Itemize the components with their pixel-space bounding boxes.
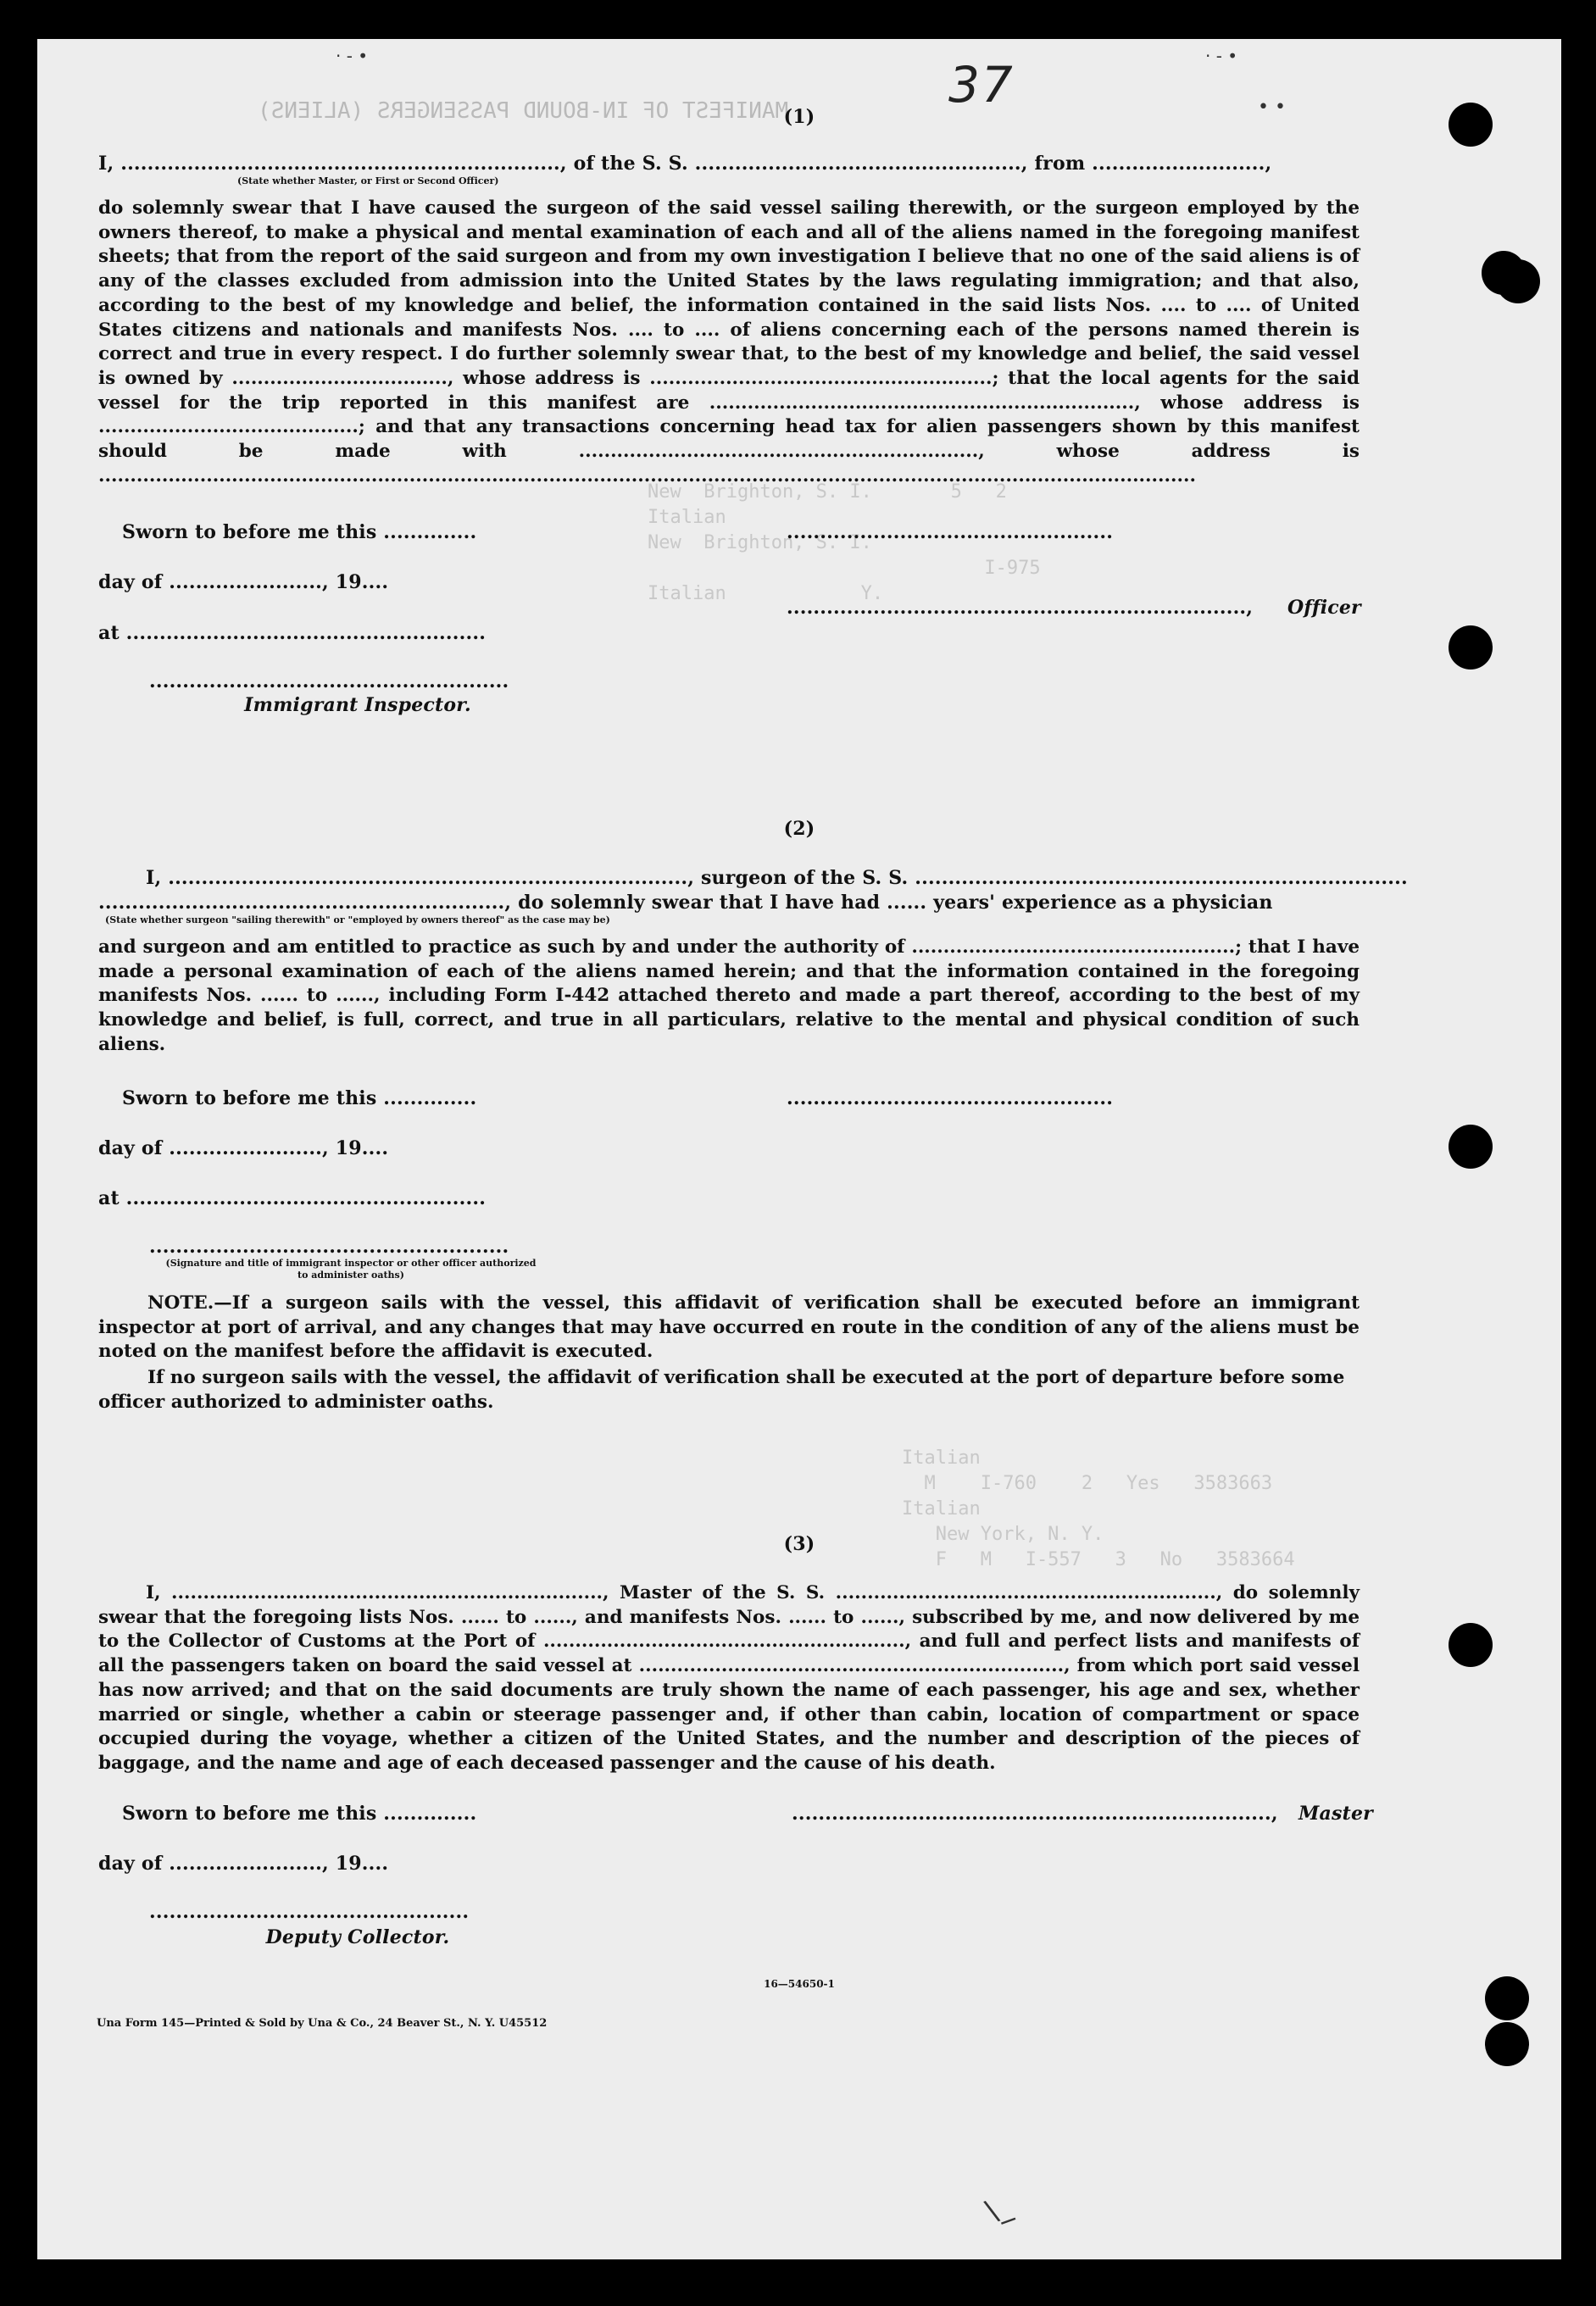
stray-mark: \_ (982, 2188, 1016, 2229)
printer-line: Una Form 145—Printed & Sold by Una & Co., 24 Beaver St., N. Y. U45512 (97, 2017, 548, 2030)
section-3-master-label: Master (1298, 1803, 1373, 1825)
section-1-paragraph: do solemnly swear that I have caused the surgeon of the said vessel sailing therewith, or the surgeon employed by the owners thereof, to make a physical and mental examination of each and all of the aliens named in the foregoing manifest sheets; that from the report of the said surgeon and from my own investigation I believe that no one of the said aliens is of any of the classes excluded from admission into the United States by the laws regulating immigration; and that also, according to the best of my knowledge and belief, the information contained in the said lists Nos. .... to .... of United States citizens and nationals and manifests Nos. .... to .... of aliens concerning each of the persons named therein is correct and true in every respect. I do further solemnly swear that, to the best of my knowledge and belief, the said vessel is owned by .................................., whose address is ......................................................; that the local agents for the said vessel for the trip reported in this manifest are ..................................................................., whose address is .........................................; and that any transactions concerning head tax for alien passengers shown by this manifest should be made with ..............................................................., whose address is ............................................................................................................................................................................. (98, 197, 1360, 486)
section-2-number: (2) (783, 818, 815, 840)
section-1-inspector-label: Immigrant Inspector. (244, 694, 471, 716)
section-2-at: at ...................................................... (98, 1187, 487, 1209)
section-1-sworn: Sworn to before me this .............. (122, 521, 477, 543)
manifest-sheet (37, 39, 1561, 2259)
no-surgeon-paragraph: If no surgeon sails with the vessel, the affidavit of verification shall be executed at the port of departure before some officer authorized to administer oaths. (98, 1367, 1345, 1413)
binder-hole (1485, 2022, 1529, 2066)
binder-hole (1496, 259, 1540, 303)
surgeon-note-paragraph: NOTE.—If a surgeon sails with the vessel, this affidavit of verification shall be executed before an immigrant inspector at port of arrival, and any changes that may have occurred en route in the condition of any of the aliens must be noted on the manifest before the affidavit is executed. (98, 1292, 1360, 1363)
section-1-officer-label: Officer (1287, 597, 1361, 619)
section-1-oath-line: I, .................................................................., of the S. S. ................................................., from .........................., (98, 153, 1272, 175)
section-2-inspector-line: ...................................................... (149, 1236, 509, 1258)
section-2-signature-line: ................................................. (787, 1087, 1114, 1109)
master-officer-note: (State whether Master, or First or Second Officer) (237, 175, 499, 186)
section-2-inspector-note: (Signature and title of immigrant inspector or other officer authorized to administer oaths) (165, 1258, 537, 1281)
section-1-at: at ...................................................... (98, 622, 487, 644)
section-2-paragraph: and surgeon and am entitled to practice as such by and under the authority of ...................................................; that I have made a personal examination of each of the aliens named herein; and that the information contained in the foregoing manifests Nos. ...... to ......, including Form I-442 attached thereto and made a part thereof, according to the best of my knowledge and belief, is full, correct, and true in all particulars, relative to the mental and physical condition of such aliens. (98, 936, 1360, 1055)
stray-mark: · - • (336, 46, 369, 66)
binder-hole (1449, 1623, 1493, 1667)
section-1-inspector-line: ...................................................... (149, 670, 509, 692)
section-3-collector-label: Deputy Collector. (265, 1926, 450, 1948)
section-1-day: day of ......................., 19.... (98, 571, 389, 593)
section-3-paragraph: I, ...................................................................., Master of the S. S. ............................................................, do solemnly swear that the foregoing lists Nos. ...... to ......, and manifests Nos. ...... to ......, subscribed by me, and now delivered by me to the Collector of Customs at the Port of ........................................................., and full and perfect lists and manifests of all the passengers taken on board the said vessel at ..................................................................., from which port said vessel has now arrived; and that on the said documents are truly shown the name of each passenger, his age and sex, whether married or single, whether a cabin or steerage passenger and, if other than cabin, location of compartment or space occupied during the voyage, whether a citizen of the United States, and the number and description of the pieces of baggage, and the name and age of each deceased passenger and the cause of his death. (98, 1582, 1360, 1774)
section-3-number: (3) (783, 1533, 815, 1555)
section-2-oath-line-2: ............................................................., do solemnly swear that I have had ...... years' experience as a physician (98, 892, 1273, 914)
section-1-number: (1) (783, 106, 815, 128)
handwritten-page-number: 37 (948, 56, 1015, 114)
section-1-officer-line: ....................................................................., (787, 597, 1254, 619)
section-3-sworn: Sworn to before me this .............. (122, 1803, 477, 1825)
binder-hole (1485, 1976, 1529, 2020)
stray-mark: · - • (1205, 46, 1238, 66)
section-2-sworn: Sworn to before me this .............. (122, 1087, 477, 1109)
reverse-bleed-text: New Brighton, S. I. 5 2 Italian New Brighton, S. I. I-975 Italian Y. (648, 481, 1041, 604)
section-3-day: day of ......................., 19.... (98, 1853, 389, 1875)
surgeon-note: (State whether surgeon "sailing therewith" or "employed by owners thereof" as the case may be) (105, 914, 610, 925)
section-2-day: day of ......................., 19.... (98, 1137, 389, 1159)
binder-hole (1449, 625, 1493, 670)
section-1-signature-line: ................................................. (787, 521, 1114, 543)
binder-hole (1449, 1125, 1493, 1169)
section-3-collector-line: ................................................ (149, 1901, 470, 1923)
reverse-bleed-header: MANIFEST OF IN-BOUND PASSENGERS (ALIENS) (258, 98, 789, 124)
reverse-bleed-text-2: Italian M I-760 2 Yes 3583663 Italian New York, N. Y. F M I-557 3 No 3583664 (902, 1448, 1295, 1570)
section-2-oath-line-1: I, .............................................................................., surgeon of the S. S. .......................................................................... (146, 867, 1408, 889)
form-code: 16—54650-1 (764, 1978, 835, 1990)
section-3-master-line: ........................................................................, (792, 1803, 1278, 1825)
binder-hole (1449, 103, 1493, 147)
stray-mark: • • (1258, 97, 1286, 118)
